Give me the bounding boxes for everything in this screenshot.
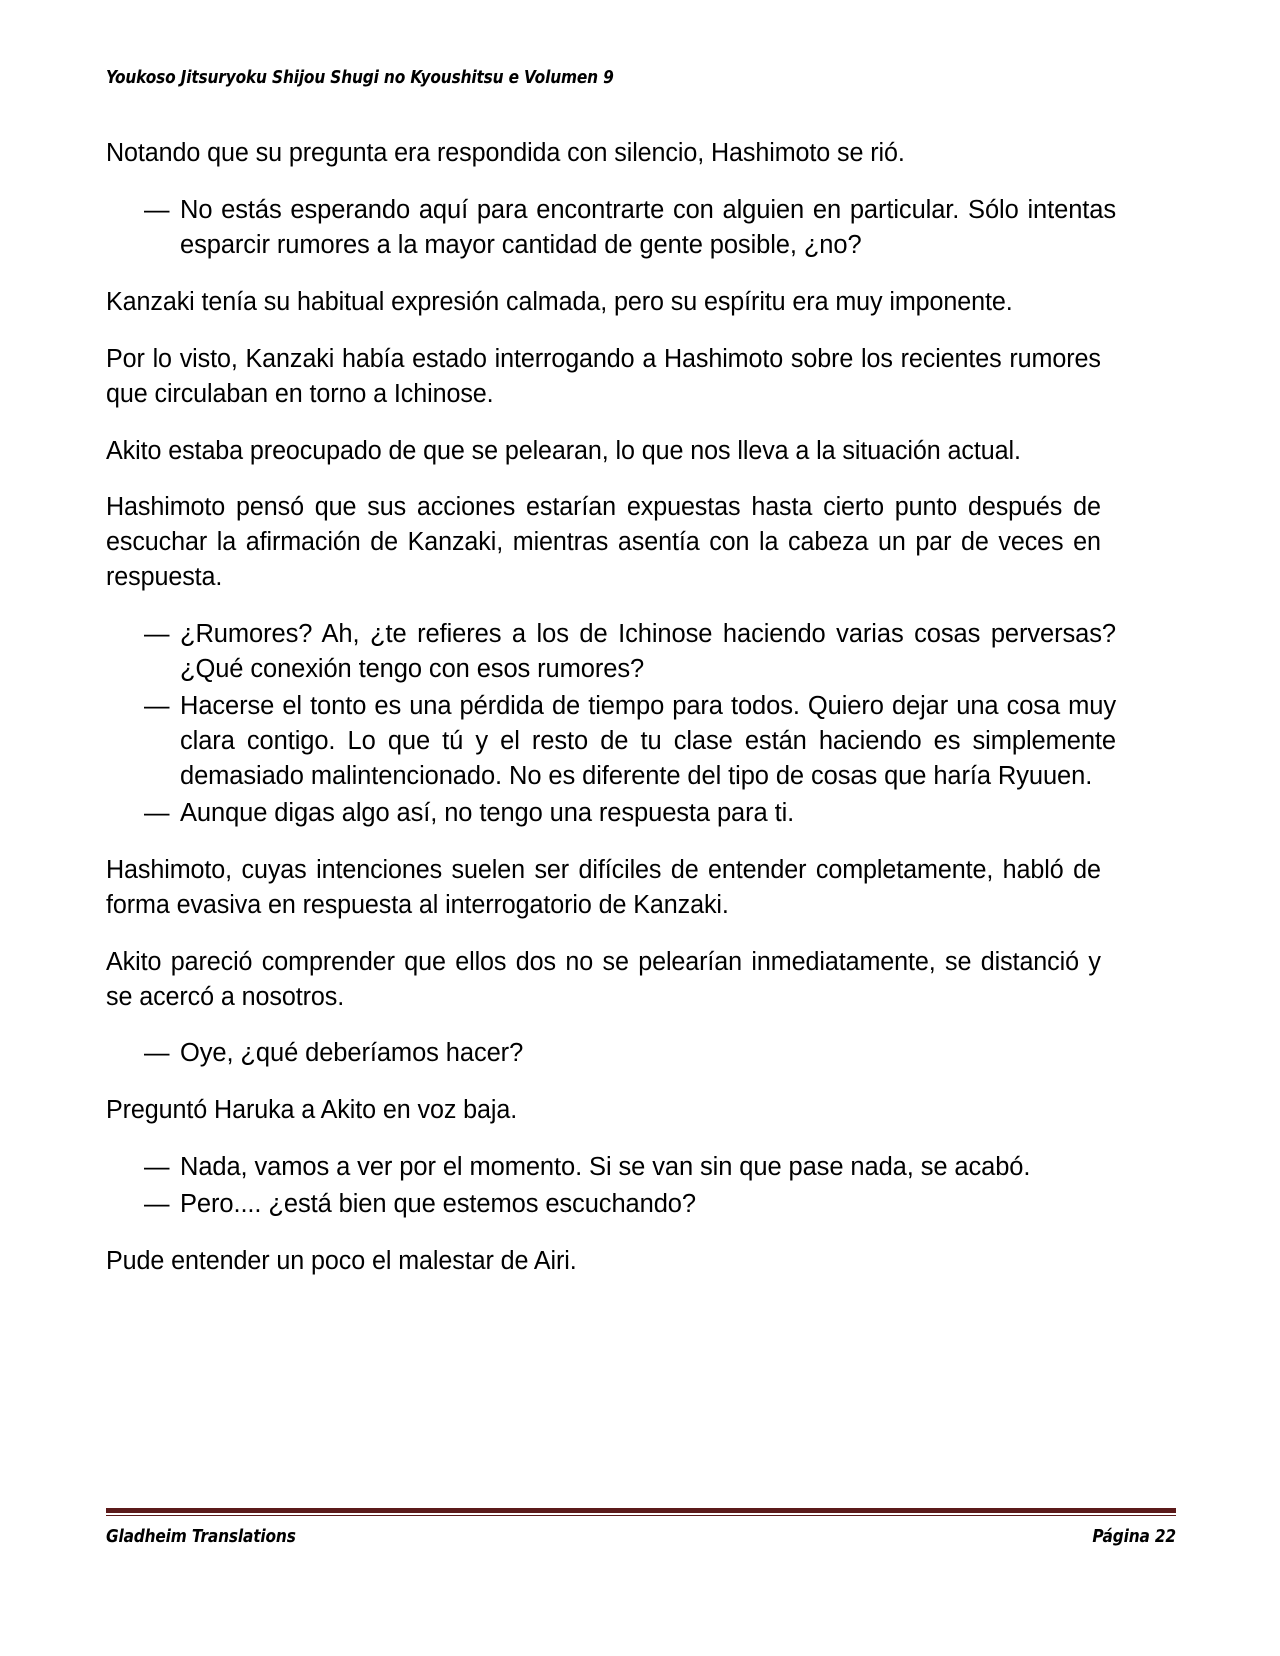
page-footer [106,1527,1176,1547]
footer-page-number: Página 22 [1092,1527,1176,1547]
dialogue-block [106,193,1116,263]
dialogue-block [106,617,1116,831]
em-dash-marker: — [144,195,170,224]
dialogue-line [144,1036,1116,1071]
body-paragraph: Akito estaba preocupado de que se pelearan, lo que nos lleva a la situación actual. [106,436,1021,465]
dialogue-text: Pero.... ¿está bien que estemos escuchando? [180,1190,696,1219]
dialogue-text: Oye, ¿qué deberíamos hacer? [180,1039,524,1068]
dialogue-text: Nada, vamos a ver por el momento. Si se van sin que pase nada, se acabó. [180,1153,1031,1182]
body-paragraph: Akito pareció comprender que ellos dos no se pelearían inmediatamente, se distanció y se acercó a nosotros. [106,947,1101,1011]
footer-translator-credit: Gladheim Translations [106,1527,296,1547]
dialogue-text: ¿Rumores? Ah, ¿te refieres a los de Ichinose haciendo varias cosas perversas? ¿Qué conexión tengo con esos rumores? [180,620,1116,684]
body-paragraph: Hashimoto pensó que sus acciones estarían expuestas hasta cierto punto después de escuchar la afirmación de Kanzaki, mientras asentía con la cabeza un par de veces en respuesta. [106,493,1101,592]
dialogue-text: Aunque digas algo así, no tengo una respuesta para ti. [180,798,795,827]
em-dash-marker: — [144,798,170,827]
body-paragraph: Pude entender un poco el malestar de Airi. [106,1247,577,1276]
body-paragraph: Notando que su pregunta era respondida con silencio, Hashimoto se rió. [106,139,905,167]
dialogue-line [144,193,1116,263]
body-paragraph: Kanzaki tenía su habitual expresión calmada, pero su espíritu era muy imponente. [106,287,1013,316]
footer-divider-thin [106,1515,1176,1516]
dialogue-line [144,1150,1116,1185]
body-paragraph: Preguntó Haruka a Akito en voz baja. [106,1096,518,1125]
em-dash-marker: — [144,1153,170,1182]
dialogue-block [106,1150,1116,1222]
em-dash-marker: — [144,692,170,721]
dialogue-text: No estás esperando aquí para encontrarte con alguien en particular. Sólo intentas esparcir rumores a la mayor cantidad de gente posible, ¿no? [180,195,1116,259]
em-dash-marker: — [144,620,170,649]
header-title: Youkoso Jitsuryoku Shijou Shugi no Kyoushitsu e Volumen 9 [106,68,614,88]
dialogue-line [144,796,1116,831]
em-dash-marker: — [144,1190,170,1219]
body-paragraph: Por lo visto, Kanzaki había estado interrogando a Hashimoto sobre los recientes rumores que circulaban en torno a Ichinose. [106,344,1101,408]
dialogue-line [144,617,1116,687]
dialogue-text: Hacerse el tonto es una pérdida de tiempo para todos. Quiero dejar una cosa muy clara contigo. Lo que tú y el resto de tu clase están haciendo es simplemente demasiado malintencionado. No es diferente del tipo de cosas que haría Ryuuen. [180,692,1116,790]
em-dash-marker: — [144,1039,170,1068]
page-header [106,68,1176,98]
footer-divider [106,1508,1176,1516]
document-body [106,136,1116,1279]
dialogue-block [106,1036,1116,1071]
dialogue-line [144,689,1116,794]
body-paragraph: Hashimoto, cuyas intenciones suelen ser difíciles de entender completamente, habló de forma evasiva en respuesta al interrogatorio de Kanzaki. [106,855,1101,919]
dialogue-line [144,1187,1116,1222]
